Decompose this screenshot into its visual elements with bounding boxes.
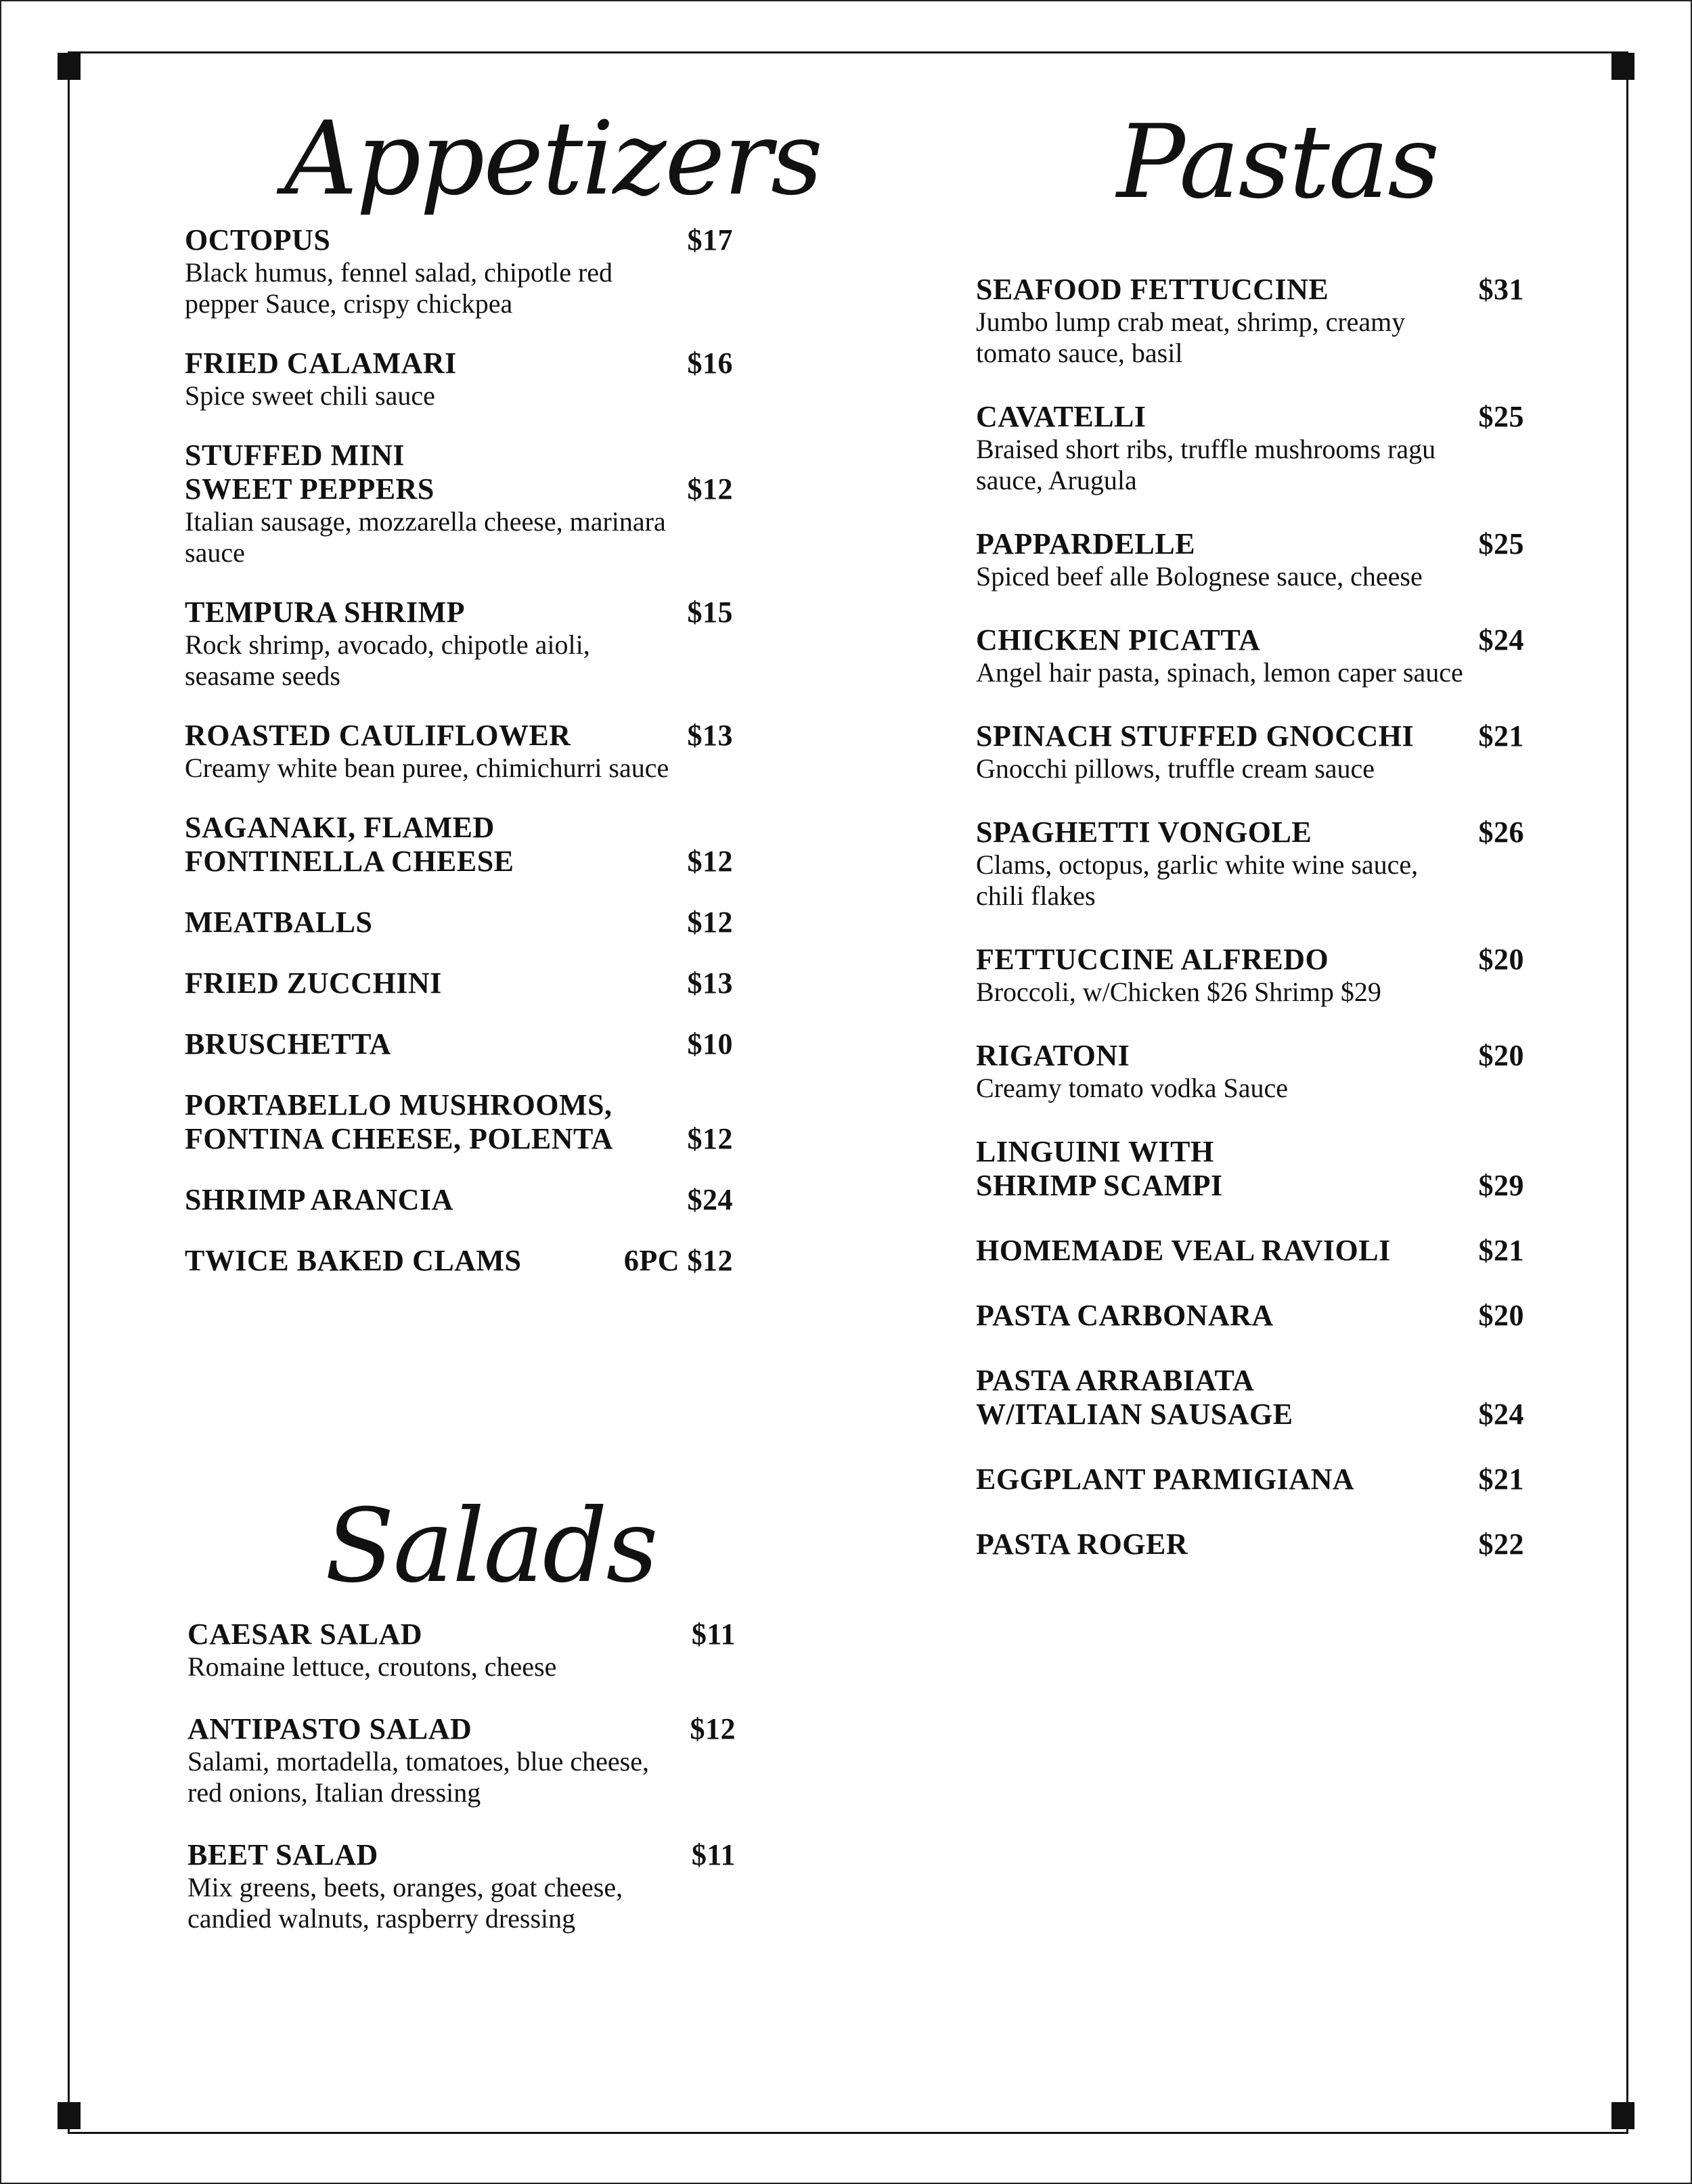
menu-item-description: Braised short ribs, truffle mushrooms ragu sauce, Arugula (976, 434, 1436, 495)
menu-item-header (185, 1244, 733, 1278)
menu-item-price: $20 (1478, 943, 1524, 976)
menu-item-name: FRIED ZUCCHINI (185, 966, 442, 1000)
menu-item-description: Black humus, fennel salad, chipotle red pepper Sauce, crispy chickpea (185, 257, 613, 319)
menu-item-price: $12 (687, 472, 733, 506)
menu-item-header (976, 273, 1524, 307)
menu-item (185, 1088, 733, 1156)
menu-item-name: STUFFED MINI SWEET PEPPERS (185, 439, 435, 506)
menu-item-description: Italian sausage, mozzarella cheese, marinara sauce (185, 506, 666, 568)
menu-item (185, 906, 733, 939)
menu-item-name: PORTABELLO MUSHROOMS, FONTINA CHEESE, POLENTA (185, 1088, 613, 1155)
menu-item (185, 1183, 733, 1217)
menu-item-description: Angel hair pasta, spinach, lemon caper sauce (976, 657, 1463, 688)
menu-item-price: $10 (687, 1027, 733, 1061)
menu-item-price: $22 (1478, 1528, 1524, 1561)
menu-item-name: RIGATONI (976, 1039, 1130, 1072)
menu-item-name: SAGANAKI, FLAMED FONTINELLA CHEESE (185, 811, 514, 878)
menu-item-price: $12 (690, 1712, 736, 1745)
menu-item-header (185, 1088, 733, 1156)
menu-item-header (976, 1463, 1524, 1496)
menu-item-price: $21 (1478, 1463, 1524, 1496)
menu-item-name: SEAFOOD FETTUCCINE (976, 273, 1329, 306)
menu-item-price: $12 (687, 845, 733, 878)
menu-item (185, 347, 733, 411)
menu-item-price: $20 (1478, 1299, 1524, 1332)
menu-item-price: $31 (1478, 273, 1524, 306)
menu-item (185, 596, 733, 692)
menu-item-name: FETTUCCINE ALFREDO (976, 943, 1329, 976)
menu-item-header (185, 596, 733, 629)
menu-item (185, 966, 733, 1000)
menu-item-name: HOMEMADE VEAL RAVIOLI (976, 1234, 1391, 1267)
menu-item-name: PAPPARDELLE (976, 527, 1196, 560)
menu-item-description: Broccoli, w/Chicken $26 Shrimp $29 (976, 977, 1381, 1007)
menu-item (976, 1364, 1524, 1431)
menu-item (976, 623, 1524, 688)
menu-item-header (185, 1183, 733, 1217)
menu-item-price: $21 (1478, 1234, 1524, 1267)
menu-item-name: PASTA ROGER (976, 1528, 1188, 1561)
menu-item (976, 816, 1524, 912)
menu-item-price: $24 (1478, 623, 1524, 656)
pastas-heading: Pastas (1117, 104, 1439, 221)
menu-item (976, 1039, 1524, 1104)
menu-item-price: $13 (687, 966, 733, 1000)
salads-list (187, 1618, 736, 1934)
menu-item (976, 527, 1524, 592)
corner-ornament-bottom-left (58, 2102, 81, 2129)
menu-item (185, 1244, 733, 1278)
menu-item-header (976, 1528, 1524, 1561)
menu-item-description: Rock shrimp, avocado, chipotle aioli, seasame seeds (185, 629, 590, 691)
menu-item-price: $25 (1478, 527, 1524, 560)
menu-item-header (185, 1027, 733, 1061)
corner-ornament-top-right (1611, 53, 1634, 80)
menu-item-price: $12 (687, 1122, 733, 1155)
menu-item-name: SPAGHETTI VONGOLE (976, 816, 1312, 849)
menu-item (187, 1712, 736, 1808)
menu-item-header (976, 1234, 1524, 1268)
salads-heading: Salads (325, 1488, 657, 1605)
menu-item-name: ROASTED CAULIFLOWER (185, 719, 571, 752)
menu-item-description: Gnocchi pillows, truffle cream sauce (976, 753, 1375, 784)
menu-item (187, 1618, 736, 1682)
menu-item-name: BEET SALAD (187, 1838, 378, 1871)
menu-item-description: Jumbo lump crab meat, shrimp, creamy tomato sauce, basil (976, 307, 1406, 368)
menu-item-header (185, 347, 733, 380)
menu-item-price: $20 (1478, 1039, 1524, 1072)
menu-item-header (185, 966, 733, 1000)
menu-item-name: PASTA ARRABIATA W/ITALIAN SAUSAGE (976, 1364, 1293, 1431)
menu-item-name: SPINACH STUFFED GNOCCHI (976, 719, 1415, 753)
menu-item-name: BRUSCHETTA (185, 1027, 391, 1061)
menu-item (976, 1299, 1524, 1333)
menu-item (976, 400, 1524, 496)
menu-item (185, 811, 733, 878)
menu-item-header (187, 1838, 736, 1872)
menu-item-name: PASTA CARBONARA (976, 1299, 1274, 1332)
menu-item-description: Spiced beef alle Bolognese sauce, cheese (976, 561, 1423, 592)
appetizers-list (185, 223, 733, 1278)
menu-item-price: $26 (1478, 816, 1524, 849)
menu-item-description: Spice sweet chili sauce (185, 380, 435, 411)
menu-item-header (976, 1135, 1524, 1203)
menu-item-price: $16 (687, 347, 733, 380)
menu-item-header (185, 906, 733, 939)
menu-item-description: Mix greens, beets, oranges, goat cheese, candied walnuts, raspberry dressing (187, 1872, 623, 1934)
menu-item (976, 1234, 1524, 1268)
pastas-list (976, 273, 1524, 1561)
menu-item-price: $12 (687, 906, 733, 939)
menu-item-name: OCTOPUS (185, 223, 331, 257)
menu-item-name: TWICE BAKED CLAMS (185, 1244, 522, 1277)
menu-item-price: $11 (691, 1838, 736, 1871)
corner-ornament-bottom-right (1611, 2102, 1634, 2129)
menu-item-price: $21 (1478, 719, 1524, 753)
menu-item (976, 273, 1524, 369)
menu-item-name: SHRIMP ARANCIA (185, 1183, 453, 1216)
menu-item-price: $25 (1478, 400, 1524, 433)
menu-item-header (976, 943, 1524, 977)
menu-item-header (976, 527, 1524, 561)
menu-item-price: $24 (687, 1183, 733, 1216)
menu-item-header (976, 1364, 1524, 1431)
menu-item-header (976, 400, 1524, 434)
menu-item-header (976, 816, 1524, 849)
menu-item-header (187, 1712, 736, 1746)
menu-item (976, 719, 1524, 784)
menu-item (976, 1135, 1524, 1203)
appetizers-heading: Appetizers (284, 100, 822, 218)
menu-item (976, 943, 1524, 1008)
menu-item-header (185, 719, 733, 753)
menu-item-price: $24 (1478, 1398, 1524, 1431)
menu-item (976, 1528, 1524, 1561)
corner-ornament-top-left (58, 53, 81, 80)
menu-item-price: $15 (687, 596, 733, 629)
menu-item-name: CAESAR SALAD (187, 1618, 423, 1651)
menu-item (185, 439, 733, 569)
menu-item-description: Creamy tomato vodka Sauce (976, 1073, 1288, 1103)
menu-item-header (976, 1299, 1524, 1333)
menu-item-header (976, 623, 1524, 657)
menu-item-header (976, 1039, 1524, 1073)
menu-item-description: Romaine lettuce, croutons, cheese (187, 1651, 557, 1682)
menu-item-price: $13 (687, 719, 733, 752)
menu-item-header (976, 719, 1524, 753)
menu-item-description: Clams, octopus, garlic white wine sauce, chili flakes (976, 849, 1419, 911)
menu-item-description: Creamy white bean puree, chimichurri sauce (185, 753, 669, 783)
menu-item-name: EGGPLANT PARMIGIANA (976, 1463, 1355, 1496)
menu-item-name: CAVATELLI (976, 400, 1146, 433)
menu-item-price: 6PC $12 (623, 1244, 733, 1277)
menu-item-name: ANTIPASTO SALAD (187, 1712, 472, 1745)
menu-item-name: FRIED CALAMARI (185, 347, 457, 380)
menu-item-price: $17 (687, 223, 733, 257)
menu-item-price: $11 (691, 1618, 736, 1651)
menu-item (976, 1463, 1524, 1496)
menu-item (187, 1838, 736, 1934)
menu-item-description: Salami, mortadella, tomatoes, blue cheese, red onions, Italian dressing (187, 1746, 649, 1808)
menu-item-name: MEATBALLS (185, 906, 373, 939)
menu-item (185, 719, 733, 784)
menu-item-header (185, 223, 733, 257)
menu-item-name: CHICKEN PICATTA (976, 623, 1261, 656)
menu-item (185, 223, 733, 319)
menu-item-header (185, 439, 733, 506)
menu-item-price: $29 (1478, 1169, 1524, 1202)
menu-item-name: TEMPURA SHRIMP (185, 596, 465, 629)
menu-item (185, 1027, 733, 1061)
menu-item-header (187, 1618, 736, 1651)
menu-item-header (185, 811, 733, 878)
menu-item-name: LINGUINI WITH SHRIMP SCAMPI (976, 1135, 1223, 1202)
